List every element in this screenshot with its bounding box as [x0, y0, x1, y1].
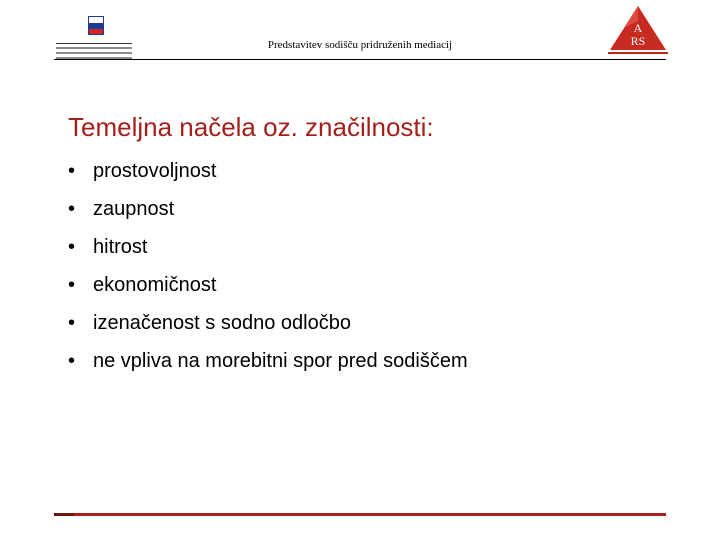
ars-logo — [606, 4, 670, 60]
slide-title: Temeljna načela oz. značilnosti: — [68, 112, 434, 142]
government-logo — [54, 14, 134, 62]
bullet-icon: • — [68, 312, 76, 334]
ars-logo-top-letter: A — [633, 21, 643, 35]
header-title: Predstavitev sodišču pridruženih mediacij — [267, 39, 453, 51]
bullet-text: prostovoljnost — [93, 160, 217, 182]
bullet-icon: • — [68, 236, 76, 258]
ars-logo-underline — [608, 52, 668, 54]
bullet-icon: • — [68, 350, 76, 372]
footer-accent-mark — [54, 513, 74, 516]
slovenian-coat-of-arms-icon — [88, 16, 104, 35]
bullet-text: ne vpliva na morebitni spor pred sodiščem — [93, 350, 468, 372]
bullet-item — [68, 196, 468, 234]
ars-logo-bottom-letters: RS — [630, 34, 646, 48]
footer-divider — [54, 513, 666, 516]
header-divider — [54, 59, 666, 60]
bullet-list — [68, 158, 468, 386]
bullet-icon: • — [68, 160, 76, 182]
bullet-item — [68, 272, 468, 310]
bullet-item — [68, 234, 468, 272]
bullet-text: ekonomičnost — [93, 274, 217, 296]
government-logo-line-2 — [56, 52, 132, 54]
bullet-item — [68, 348, 468, 386]
bullet-icon: • — [68, 198, 76, 220]
bullet-item — [68, 310, 468, 348]
government-logo-rule — [56, 43, 132, 44]
bullet-text: izenačenost s sodno odločbo — [93, 312, 351, 334]
bullet-icon: • — [68, 274, 76, 296]
bullet-text: hitrost — [93, 236, 148, 258]
bullet-text: zaupnost — [93, 198, 175, 220]
government-logo-line-1 — [56, 47, 132, 49]
bullet-item — [68, 158, 468, 196]
